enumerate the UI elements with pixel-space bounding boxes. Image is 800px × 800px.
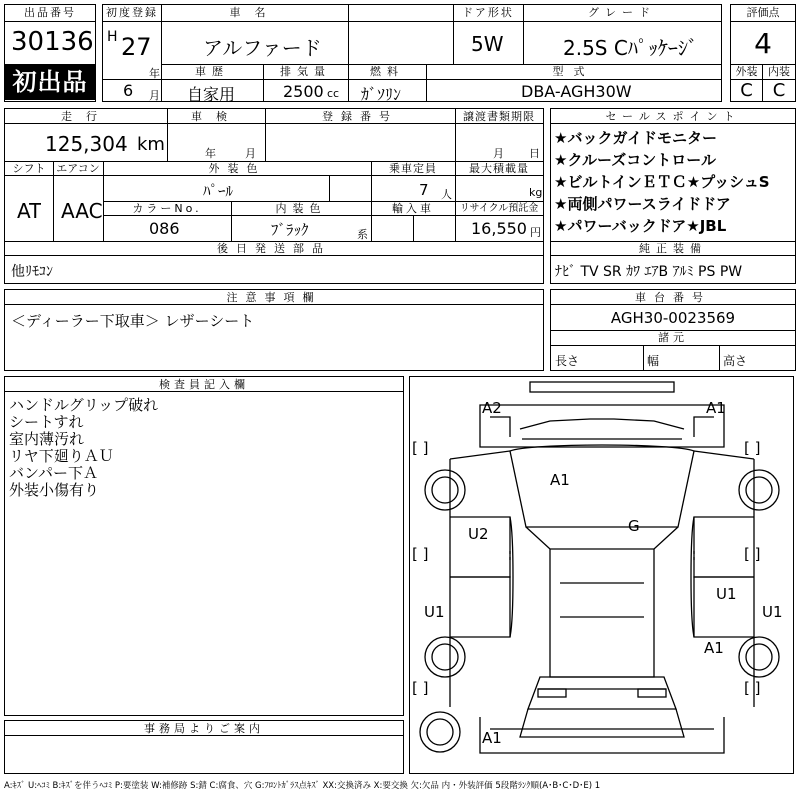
specs-label: 諸元 [658, 331, 688, 344]
interior-color-label: 内装色 [275, 202, 327, 215]
inspector-label: 検査員記入欄 [159, 378, 249, 391]
spec-width: 幅 [647, 354, 660, 368]
later-parts: 他ﾘﾓｺﾝ [11, 264, 53, 280]
sales-point: ★ビルトインＥＴＣ★プッシュS [554, 173, 770, 191]
inspector-note: 室内薄汚れ [9, 431, 85, 448]
later-parts-label: 後日発送部品 [217, 242, 331, 255]
max-load-unit: kg [529, 186, 543, 199]
inspector-box [4, 376, 404, 716]
damage-mark: U1 [762, 603, 783, 621]
damage-mark: U2 [468, 525, 489, 543]
lot-label: 出品番号 [24, 6, 76, 19]
capacity-unit: 人 [441, 188, 452, 201]
registration-label: 初度登録 [106, 6, 158, 19]
office-label: 事務局よりご案内 [144, 722, 264, 735]
displacement: 2500 [283, 82, 324, 101]
interior-color-unit: 系 [357, 228, 368, 241]
damage-mark: A1 [482, 729, 502, 747]
sales-point: ★バックガイドモニター [554, 129, 717, 147]
score-box [730, 4, 796, 102]
car-name: アルファード [203, 36, 322, 60]
registration-year: 27 [121, 33, 152, 61]
transfer-month-unit: 月 [493, 147, 504, 160]
import-label: 輸入車 [392, 202, 434, 215]
shift-label: シフト [12, 162, 46, 175]
damage-mark: A1 [706, 399, 726, 417]
registration-month: 6 [123, 81, 134, 100]
displacement-label: 排気量 [280, 65, 331, 78]
diagram-bracket: [ ] [412, 679, 429, 697]
aircon: AAC [61, 199, 103, 223]
exterior-color-label: 外装色 [208, 162, 266, 175]
diagram-bracket: [ ] [412, 545, 429, 563]
score-value: 4 [754, 27, 772, 60]
inspector-note: バンパー下Ａ [9, 465, 98, 482]
damage-mark: U1 [424, 603, 445, 621]
door-type: 5W [471, 32, 504, 56]
color-no-label: カラーNo. [132, 202, 202, 215]
cautions-label: 注意事項欄 [226, 291, 322, 304]
recycle-label: リサイクル預託金 [459, 203, 539, 214]
recycle-unit: 円 [530, 226, 541, 239]
shift: AT [17, 199, 42, 223]
registration-year-unit: 年 [149, 67, 160, 80]
chassis-number: AGH30-0023569 [610, 309, 736, 327]
grade-label: グレード [588, 6, 656, 19]
sales-points-box [550, 108, 796, 284]
inspector-note: リヤ下廻りＡＵ [9, 448, 114, 465]
first-listing-badge: 初出品 [4, 64, 96, 100]
inspection-year-unit: 年 [205, 147, 216, 160]
cautions: ＜ディーラー下取車＞ レザーシート [11, 312, 255, 330]
transfer-day-unit: 日 [529, 147, 540, 160]
plate-label: 登録番号 [322, 110, 398, 123]
fuel-label: 燃料 [370, 65, 404, 78]
cautions-box [4, 289, 544, 371]
capacity-label: 乗車定員 [389, 162, 437, 175]
interior-color: ﾌﾞﾗｯｸ [271, 221, 309, 239]
mileage-unit: km [137, 134, 165, 155]
inspector-note: ハンドルグリップ破れ [9, 397, 159, 414]
exterior-score-label: 外装 [735, 65, 758, 78]
fuel: ｶﾞｿﾘﾝ [361, 85, 402, 104]
model-code-label: 型式 [552, 65, 595, 78]
displacement-unit: cc [327, 87, 340, 100]
office-box [4, 720, 404, 774]
damage-mark: A2 [482, 399, 502, 417]
transfer-deadline-label: 譲渡書類期限 [463, 110, 535, 123]
car-damage-diagram [409, 376, 794, 774]
interior-score-label: 内装 [768, 65, 790, 78]
registration-month-unit: 月 [149, 89, 160, 102]
car-outline-drawing [410, 377, 793, 773]
vehicle-detail-box [4, 108, 544, 284]
registration-era: H [107, 29, 118, 45]
sales-point: ★クルーズコントロール [554, 151, 716, 169]
sales-point: ★両側パワースライドドア [554, 195, 731, 213]
recycle: 16,550 [471, 219, 527, 238]
damage-mark: U1 [716, 585, 737, 603]
diagram-bracket: [ ] [744, 545, 761, 563]
interior-score: C [772, 80, 786, 101]
mileage: 125,304 [45, 132, 128, 156]
inspection-month-unit: 月 [245, 147, 256, 160]
damage-mark: A1 [704, 639, 724, 657]
grade: 2.5S Cﾊﾟｯｹｰｼﾞ [563, 36, 698, 60]
legend-text: A:ｷｽﾞ U:ﾍｺﾐ B:ｷｽﾞを伴うﾍｺﾐ P:要塗装 W:補修跡 S:錆 C:腐食、穴 G:ﾌﾛﾝﾄｶﾞﾗｽ点ｷｽﾞ XX:交換済み X:要交換 欠:欠品 内・外装評価 5段階ﾗﾝｸ順(A･B･C･D･E) 1 [4, 781, 601, 791]
exterior-score: C [740, 80, 753, 101]
mileage-label: 走行 [61, 110, 111, 123]
equipment: ﾅﾋﾞ TV SR ｶﾜ ｴｱB ｱﾙﾐ PS PW [555, 264, 743, 280]
max-load-label: 最大積載量 [469, 162, 529, 175]
door-label: ドア形状 [462, 6, 514, 19]
equipment-label: 純正装備 [639, 242, 707, 255]
car-name-label: 車名 [229, 6, 280, 19]
capacity: 7 [419, 181, 429, 199]
inspector-note: シートすれ [9, 414, 84, 431]
sales-point: ★パワーバックドア★JBL [554, 217, 727, 235]
damage-mark: G [628, 517, 640, 535]
chassis-label: 車台番号 [635, 291, 711, 304]
sales-points-label: セールスポイント [605, 110, 741, 123]
spec-length: 長さ [555, 354, 580, 368]
diagram-bracket: [ ] [744, 679, 761, 697]
damage-mark: A1 [550, 471, 570, 489]
aircon-label: エアコン [56, 162, 100, 175]
exterior-color: ﾊﾟｰﾙ [203, 182, 234, 200]
spec-height: 高さ [723, 354, 748, 368]
lot-number: 30136 [11, 27, 94, 57]
inspection-label: 車検 [191, 110, 241, 123]
model-code: DBA-AGH30W [521, 82, 632, 101]
inspector-note: 外装小傷有り [9, 482, 100, 499]
color-no: 086 [149, 219, 180, 238]
diagram-bracket: [ ] [412, 439, 429, 457]
history: 自家用 [187, 85, 236, 104]
history-label: 車歴 [195, 65, 229, 78]
header-box [102, 4, 722, 102]
diagram-bracket: [ ] [744, 439, 761, 457]
chassis-box [550, 289, 796, 371]
score-label: 評価点 [746, 6, 780, 19]
